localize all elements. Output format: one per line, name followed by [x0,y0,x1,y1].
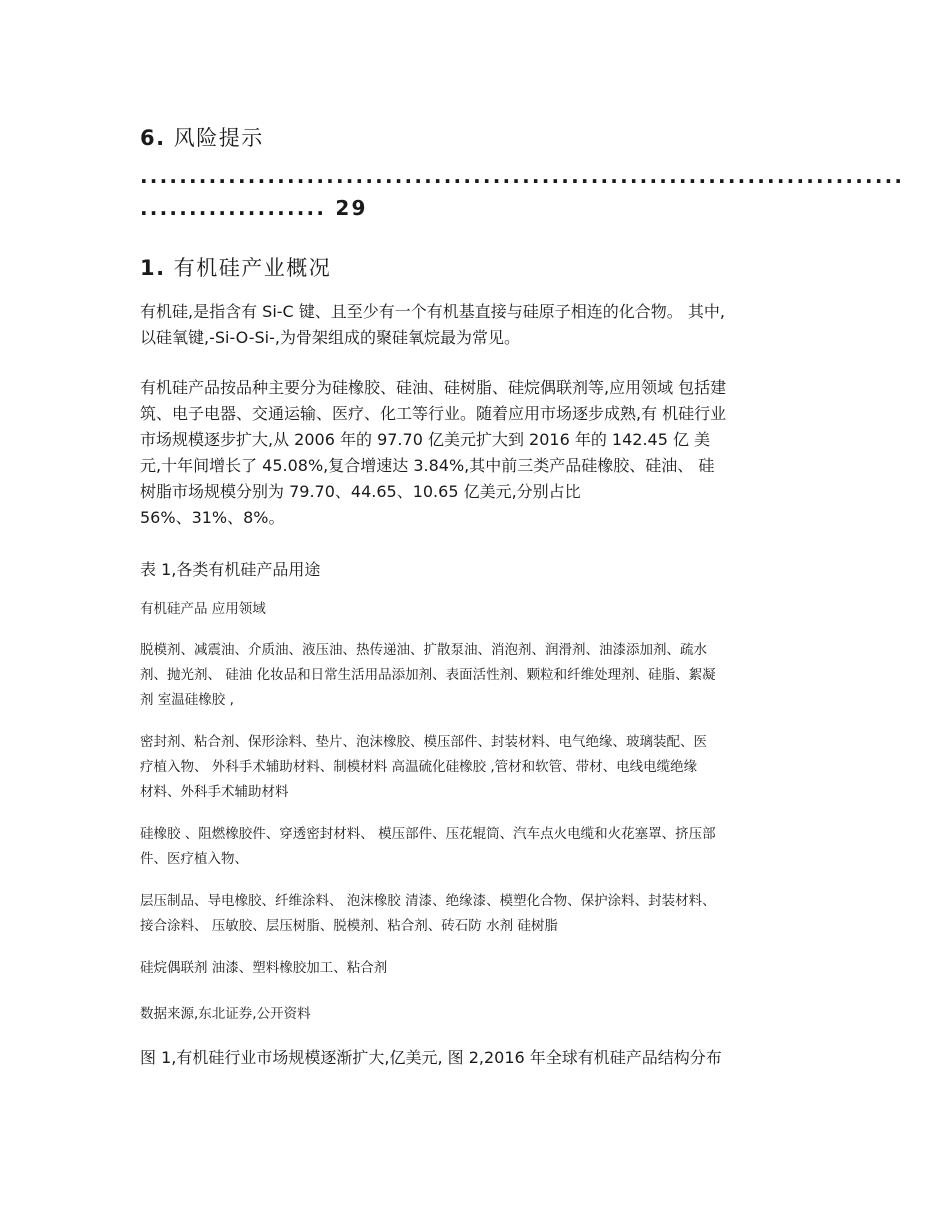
table-header [140,597,820,622]
paragraph-line: 有机硅,是指含有 Si-C 键、且至少有一个有机基直接与硅原子相连的化合物。 其中, [140,302,725,321]
table-header-text: 有机硅产品 应用领域 [140,601,266,617]
table-row-line: 密封剂、粘合剂、保形涂料、垫片、泡沫橡胶、模压部件、封装材料、电气绝缘、玻璃装配、医 [140,734,707,750]
paragraph-line: 以硅氧键,-Si-O-Si-,为骨架组成的聚硅氧烷最为常见。 [140,328,520,347]
table-caption: 表 1,各类有机硅产品用途 [140,560,321,579]
toc-heading-number: 6. [140,126,166,150]
toc-leader-dots-1: .............................................................................. [140,164,905,188]
toc-leader-dots-2: ................... [140,196,327,220]
paragraph-line: 有机硅产品按品种主要分为硅橡胶、硅油、硅树脂、硅烷偶联剂等,应用领域 包括建 [140,378,727,397]
table-row-line: 剂 室温硅橡胶 , [140,692,234,708]
paragraph-line: 56%、31%、8%。 [140,508,285,527]
table-row [140,889,820,939]
table-row [140,956,820,981]
figure-caption: 图 1,有机硅行业市场规模逐渐扩大,亿美元, 图 2,2016 年全球有机硅产品结构分布 [140,1048,722,1067]
section-heading-title: 有机硅产业概况 [173,256,332,280]
table-row-line: 疗植入物、 外科手术辅助材料、制模材料 高温硫化硅橡胶 ,管材和软管、带材、电线电缆绝缘 [140,759,698,775]
table-row [140,822,820,872]
section-heading-number: 1. [140,256,166,280]
paragraph-line: 市场规模逐步扩大,从 2006 年的 97.70 亿美元扩大到 2016 年的 142.45 亿 美 [140,430,711,449]
paragraph-definition [140,299,820,351]
table-row-line: 件、医疗植入物、 [140,851,248,867]
table-source: 数据来源,东北证券,公开资料 [140,1006,311,1022]
toc-heading-title: 风险提示 [173,126,264,150]
table-row [140,730,820,805]
table-row [140,638,820,713]
section-heading [140,252,331,282]
table-row-line: 剂、抛光剂、 硅油 化妆品和日常生活用品添加剂、表面活性剂、颗粒和纤维处理剂、硅脂、絮凝 [140,667,716,683]
paragraph-line: 树脂市场规模分别为 79.70、44.65、10.65 亿美元,分别占比 [140,482,581,501]
paragraph-market [140,375,820,531]
table-row-line: 材料、外科手术辅助材料 [140,784,289,800]
table-row-line: 脱模剂、减震油、介质油、液压油、热传递油、扩散泵油、消泡剂、润滑剂、油漆添加剂、疏水 [140,642,707,658]
toc-page-number: 29 [335,196,368,220]
table-row-line: 层压制品、导电橡胶、纤维涂料、 泡沫橡胶 清漆、绝缘漆、模塑化合物、保护涂料、封装材料、 [140,893,716,909]
table-row-line: 硅烷偶联剂 油漆、塑料橡胶加工、粘合剂 [140,960,388,976]
paragraph-line: 元,十年间增长了 45.08%,复合增速达 3.84%,其中前三类产品硅橡胶、硅油、 硅 [140,456,715,475]
table-row-line: 硅橡胶 、阻燃橡胶件、穿透密封材料、 模压部件、压花辊筒、汽车点火电缆和火花塞罩、挤压部 [140,826,716,842]
table-row-line: 接合涂料、 压敏胶、层压树脂、脱模剂、粘合剂、砖石防 水剂 硅树脂 [140,918,558,934]
paragraph-line: 筑、电子电器、交通运输、医疗、化工等行业。随着应用市场逐步成熟,有 机硅行业 [140,404,727,423]
toc-leader-line-2 [140,196,820,220]
toc-heading-risk [140,122,264,152]
